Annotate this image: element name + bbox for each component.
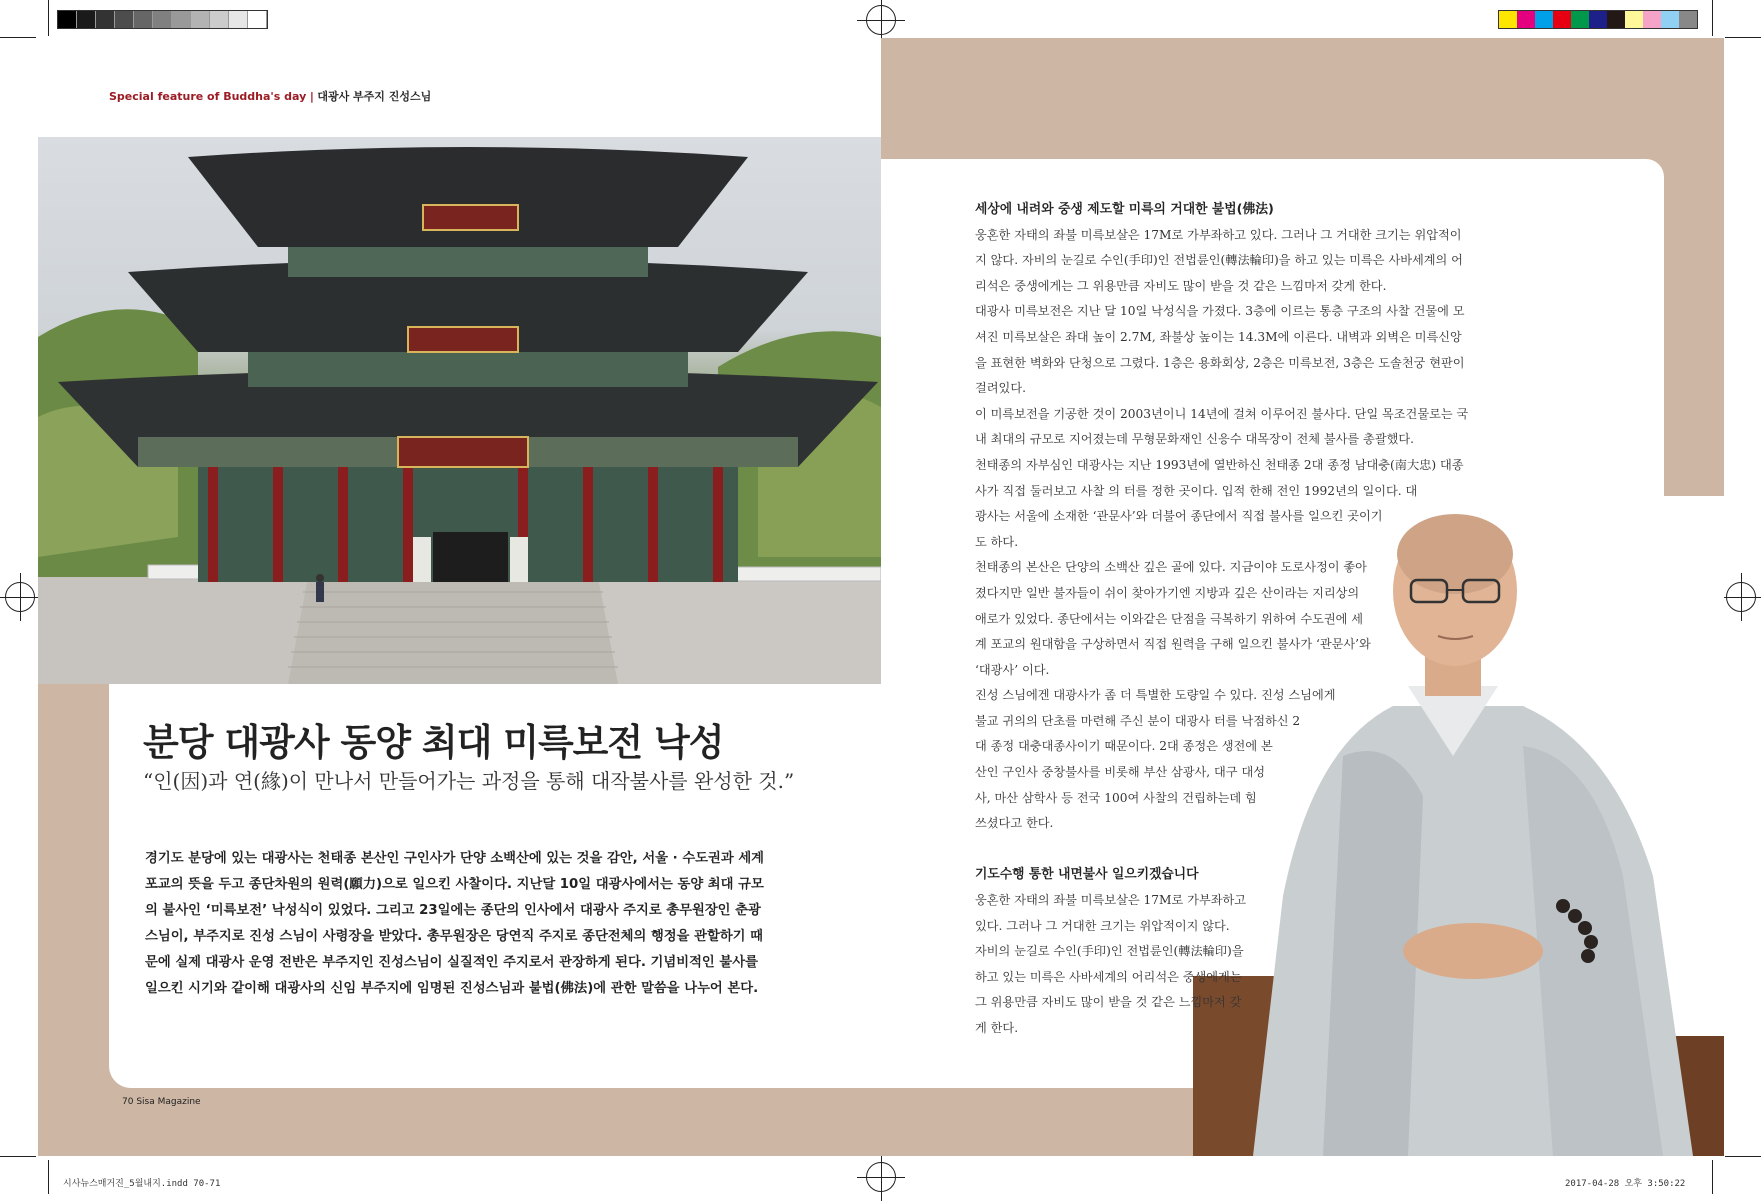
- body-line: ‘대광사’ 이다.: [975, 662, 1050, 677]
- lead-line: 경기도 분당에 있는 대광사는 천태종 본산인 구인사가 단양 소백산에 있는 것을 감안, 서울 · 수도권과 세계: [145, 851, 765, 866]
- body-line: 이 미륵보전을 기공한 것이 2003년이니 14년에 걸쳐 이루어진 불사다. 단일 목조건물로는 국: [975, 406, 1469, 421]
- crop-mark: [1712, 0, 1713, 36]
- lead-line: 스님이, 부주지로 진성 스님이 사령장을 받았다. 총무원장은 당연직 주지로 종단전체의 행정을 관할하기 때: [145, 929, 763, 944]
- body-line: 천태종의 본산은 단양의 소백산 깊은 골에 있다. 지금이야 도로사정이 좋아: [975, 560, 1367, 575]
- section-label: Special feature of Buddha's day: [109, 90, 307, 103]
- body-line: 셔진 미륵보살은 좌대 높이 2.7M, 좌불상 높이는 14.3M에 이른다. 내벽과 외벽은 미륵신앙: [975, 329, 1462, 344]
- print-slug-timestamp: 2017-04-28 오후 3:50:22: [1565, 1179, 1686, 1189]
- lead-line: 의 불사인 ‘미륵보전’ 낙성식이 있었다. 그리고 23일에는 종단의 인사에서 대광사 주지로 총무원장인 춘광: [145, 903, 761, 918]
- right-column-body: [975, 197, 1468, 1042]
- crop-mark: [0, 37, 36, 38]
- body-line: 사, 마산 삼학사 등 전국 100여 사찰의 건립하는데 힘: [975, 790, 1257, 805]
- grayscale-calibration-bar: [57, 10, 268, 29]
- section-subtitle: 대광사 부주지 진성스님: [317, 90, 432, 103]
- section-header: [109, 88, 431, 104]
- article-lead-paragraph: [145, 846, 787, 1002]
- body-line: 불교 귀의의 단초를 마련해 주신 분이 대광사 터를 낙점하신 2: [975, 713, 1301, 728]
- article-subtitle-quote: “인(因)과 연(緣)이 만나서 만들어가는 과정을 통해 대작불사를 완성한 것.”: [143, 769, 795, 793]
- body-line: 도 하다.: [975, 534, 1019, 549]
- body-line: 광사는 서울에 소재한 ‘관문사’와 더불어 종단에서 직접 불사를 일으킨 곳이기: [975, 509, 1383, 524]
- body-line: 사가 직접 둘러보고 사찰 의 터를 정한 곳이다. 입적 한해 전인 1992년의 일이다. 대: [975, 483, 1418, 498]
- temple-illustration: [38, 137, 881, 684]
- body-line: 있다. 그러나 그 거대한 크기는 위압적이지 않다.: [975, 918, 1230, 933]
- body-line: 쓰셨다고 한다.: [975, 816, 1054, 831]
- registration-mark: [866, 5, 896, 35]
- lead-line: 포교의 뜻을 두고 종단차원의 원력(願力)으로 일으킨 사찰이다. 지난달 10일 대광사에서는 동양 최대 규모: [145, 877, 764, 892]
- lead-line: 문에 실제 대광사 운영 전반은 부주지인 진성스님이 실질적인 주지로서 관장하게 된다. 기념비적인 불사를: [145, 955, 758, 970]
- lead-line: 일으킨 시기와 같이해 대광사의 신임 부주지에 임명된 진성스님과 불법(佛法)에 관한 말씀을 나누어 본다.: [145, 981, 759, 996]
- body-line: 하고 있는 미륵은 사바세계의 어리석은 중생에게는: [975, 969, 1242, 984]
- crop-mark: [1725, 1156, 1761, 1157]
- article-title: 분당 대광사 동양 최대 미륵보전 낙성: [143, 721, 724, 764]
- body-line: 리석은 중생에게는 그 위용만큼 자비도 많이 받을 것 같은 느낌마저 갖게 한다.: [975, 278, 1387, 293]
- body-line: 졌다지만 일반 불자들이 쉬이 찾아가기엔 지방과 깊은 산이라는 지리상의: [975, 585, 1360, 600]
- registration-mark: [866, 1162, 896, 1192]
- crop-mark: [1712, 1160, 1713, 1194]
- body-line: 내 최대의 규모로 지어졌는데 무형문화재인 신응수 대목장이 전체 불사를 총괄했다.: [975, 432, 1415, 447]
- body-line: 게 한다.: [975, 1021, 1019, 1035]
- crop-mark: [48, 1160, 49, 1194]
- crop-mark: [0, 1156, 36, 1157]
- paragraph-spacer: [975, 837, 1468, 863]
- body-line: 웅혼한 자태의 좌불 미륵보살은 17M로 가부좌하고: [975, 893, 1247, 908]
- body-line: 천태종의 자부심인 대광사는 지난 1993년에 열반하신 천태종 2대 종정 남대충(南大忠) 대종: [975, 457, 1464, 472]
- body-line: 대 종정 대충대종사이기 때문이다. 2대 종정은 생전에 본: [975, 739, 1273, 754]
- body-line: 걸려있다.: [975, 381, 1026, 396]
- temple-photo: [38, 137, 881, 684]
- body-line: 애로가 있었다. 종단에서는 이와같은 단점을 극복하기 위하여 수도권에 세: [975, 611, 1364, 626]
- body-line: 계 포교의 원대함을 구상하면서 직접 원력을 구해 일으킨 불사가 ‘관문사’와: [975, 637, 1371, 652]
- body-line: 지 않다. 자비의 눈길로 수인(手印)인 전법륜인(轉法輪印)을 하고 있는 미륵은 사바세계의 어: [975, 253, 1463, 268]
- color-calibration-bar: [1498, 10, 1698, 29]
- body-line: 산인 구인사 중창불사를 비롯해 부산 삼광사, 대구 대성: [975, 765, 1266, 780]
- body-line: 진성 스님에겐 대광사가 좀 더 특별한 도량일 수 있다. 진성 스님에게: [975, 688, 1336, 703]
- body-line: 을 표현한 벽화와 단청으로 그렸다. 1층은 용화회상, 2층은 미륵보전, 3층은 도솔천궁 현판이: [975, 355, 1465, 370]
- body-line: 그 위용만큼 자비도 많이 받을 것 같은 느낌마저 갖: [975, 995, 1242, 1010]
- page-folio: 70 Sisa Magazine: [122, 1097, 201, 1107]
- crop-mark: [1725, 37, 1761, 38]
- section-heading-1: 세상에 내려와 중생 제도할 미륵의 거대한 불법(佛法): [975, 202, 1274, 217]
- body-line: 웅혼한 자태의 좌불 미륵보살은 17M로 가부좌하고 있다. 그러나 그 거대한 크기는 위압적이: [975, 227, 1462, 242]
- registration-mark: [1726, 582, 1756, 612]
- body-line: 대광사 미륵보전은 지난 달 10일 낙성식을 가졌다. 3층에 이르는 통층 구조의 사찰 건물에 모: [975, 304, 1465, 319]
- crop-mark: [48, 0, 49, 36]
- print-slug-file: 시사뉴스매거진_5월내지.indd 70-71: [63, 1179, 221, 1189]
- registration-mark: [5, 582, 35, 612]
- body-line: 자비의 눈길로 수인(手印)인 전법륜인(轉法輪印)을: [975, 944, 1244, 959]
- section-separator: |: [309, 90, 314, 103]
- section-heading-2: 기도수행 통한 내면불사 일으키겠습니다: [975, 867, 1199, 883]
